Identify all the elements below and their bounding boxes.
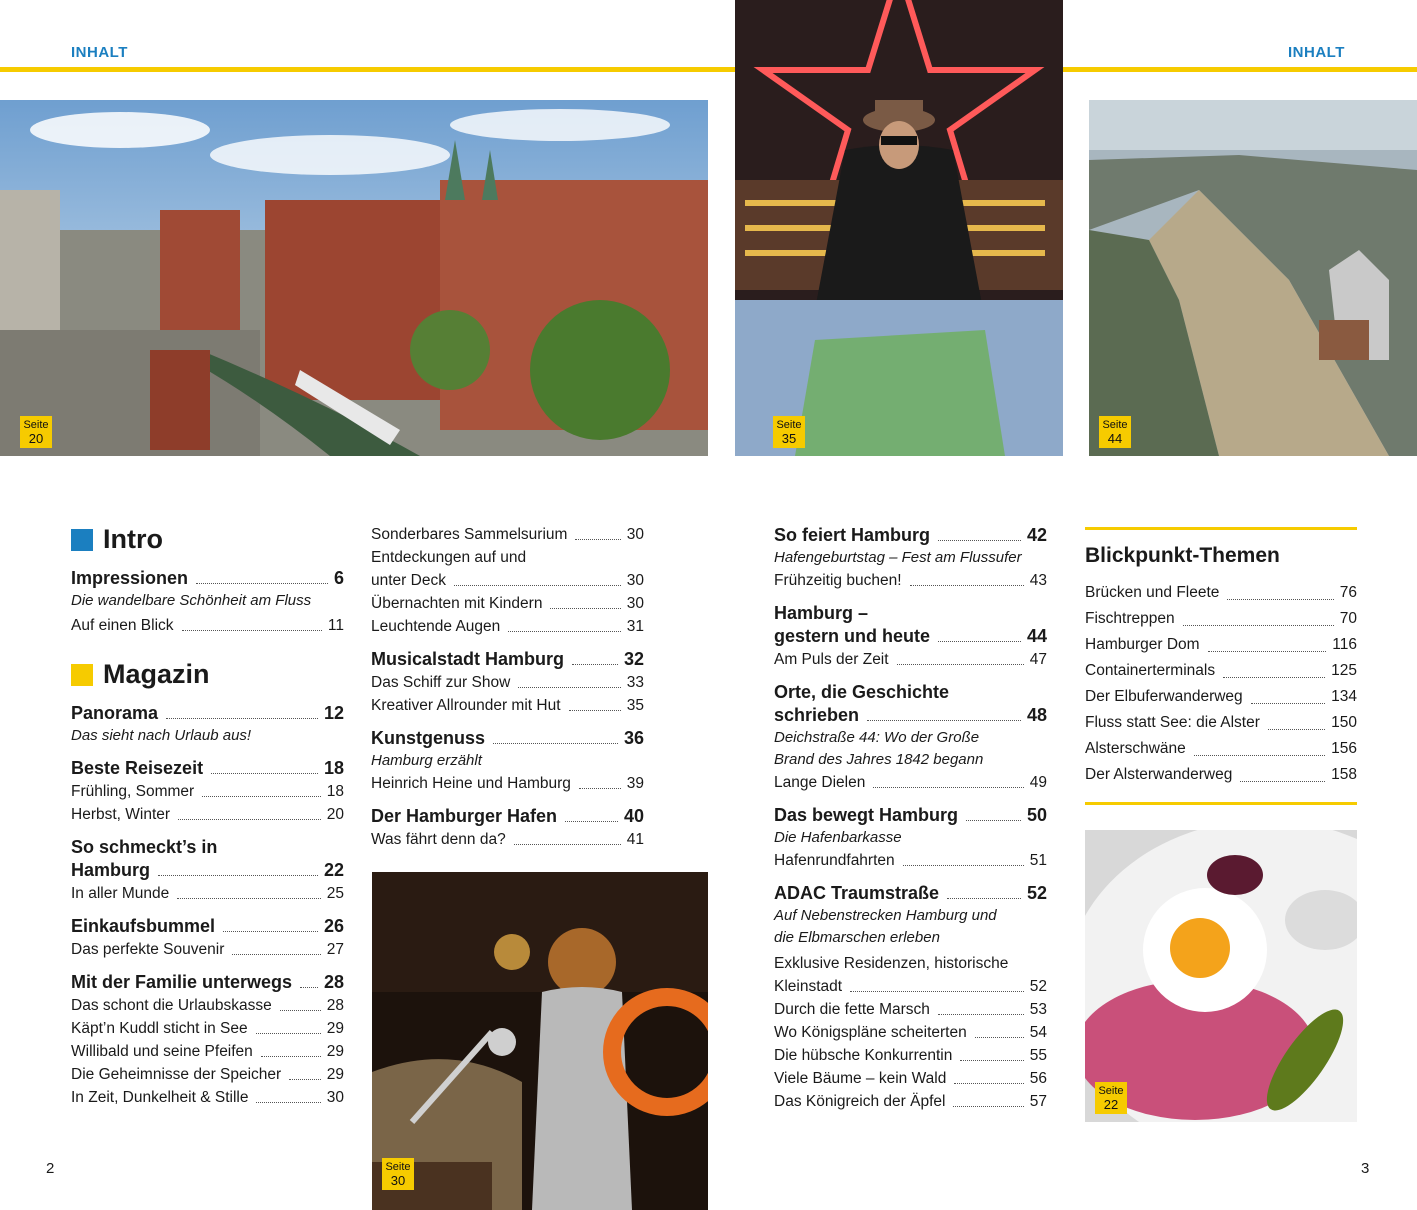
- toc-subtitle: Das sieht nach Urlaub aus!: [71, 727, 252, 744]
- toc-entry[interactable]: gestern und heute 44: [774, 626, 1047, 646]
- page-badge: Seite 20: [20, 416, 52, 448]
- section-marker-yellow: [71, 664, 93, 686]
- toc-entry[interactable]: Musicalstadt Hamburg 32: [371, 649, 644, 669]
- toc-entry[interactable]: Lange Dielen 49: [774, 774, 1047, 791]
- toc-entry[interactable]: Frühling, Sommer 18: [71, 783, 344, 800]
- photo-udo-lindenberg: [735, 0, 1063, 456]
- toc-entry[interactable]: Durch die fette Marsch 53: [774, 1001, 1047, 1018]
- toc-column-3: [774, 524, 1047, 1113]
- toc-entry[interactable]: Panorama 12: [71, 703, 344, 723]
- toc-entry[interactable]: unter Deck 30: [371, 572, 644, 589]
- toc-entry[interactable]: Herbst, Winter 20: [71, 806, 344, 823]
- toc-entry[interactable]: Das Schiff zur Show 33: [371, 674, 644, 691]
- toc-entry[interactable]: Das bewegt Hamburg 50: [774, 805, 1047, 825]
- toc-entry[interactable]: Beste Reisezeit 18: [71, 758, 344, 778]
- toc-entry-title[interactable]: So schmeckt’s in: [71, 837, 218, 857]
- toc-entry[interactable]: Mit der Familie unterwegs 28: [71, 972, 344, 992]
- toc-subtitle: Hafengeburtstag – Fest am Flussufer: [774, 549, 1022, 566]
- toc-subtitle: Die wandelbare Schönheit am Fluss: [71, 592, 312, 609]
- toc-entry[interactable]: Einkaufsbummel 26: [71, 916, 344, 936]
- toc-entry[interactable]: Willibald und seine Pfeifen 29: [71, 1043, 344, 1060]
- page-badge: Seite 22: [1095, 1082, 1127, 1114]
- toc-subtitle: die Elbmarschen erleben: [774, 929, 940, 946]
- toc-entry[interactable]: Sonderbares Sammelsurium 30: [371, 526, 644, 543]
- toc-entry[interactable]: Leuchtende Augen 31: [371, 618, 644, 635]
- toc-entry[interactable]: Wo Königspläne scheiterten 54: [774, 1024, 1047, 1041]
- toc-entry-title[interactable]: Hamburg –: [774, 603, 869, 623]
- toc-entry[interactable]: Das perfekte Souvenir 27: [71, 941, 344, 958]
- toc-entry[interactable]: Heinrich Heine und Hamburg 39: [371, 775, 644, 792]
- toc-subtitle: Brand des Jahres 1842 begann: [774, 751, 984, 768]
- photo-elbe-hafen: [1089, 100, 1417, 456]
- toc-entry[interactable]: Was fährt denn da? 41: [371, 831, 644, 848]
- toc-column-1: [71, 524, 344, 1109]
- toc-entry[interactable]: Kleinstadt 52: [774, 978, 1047, 995]
- blickpunkt-item[interactable]: Der Alsterwanderweg 158: [1085, 766, 1357, 783]
- blickpunkt-box: [1085, 527, 1357, 805]
- toc-entry-title[interactable]: Orte, die Geschichte: [774, 682, 950, 702]
- toc-entry-line[interactable]: Entdeckungen auf und: [371, 549, 527, 566]
- toc-column-2: [371, 523, 644, 851]
- page-badge: Seite 44: [1099, 416, 1131, 448]
- toc-entry[interactable]: Der Hamburger Hafen 40: [371, 806, 644, 826]
- toc-entry[interactable]: Hamburg 22: [71, 860, 344, 880]
- blickpunkt-list: [1085, 580, 1357, 788]
- toc-entry[interactable]: Am Puls der Zeit 47: [774, 651, 1047, 668]
- toc-entry[interactable]: Hafenrundfahrten 51: [774, 852, 1047, 869]
- blickpunkt-item[interactable]: Hamburger Dom 116: [1085, 636, 1357, 653]
- page-number-left: 2: [46, 1160, 55, 1177]
- toc-entry[interactable]: Impressionen 6: [71, 568, 344, 588]
- blickpunkt-item[interactable]: Alsterschwäne 156: [1085, 740, 1357, 757]
- toc-subtitle: Deichstraße 44: Wo der Große: [774, 729, 980, 746]
- toc-entry[interactable]: Kunstgenuss 36: [371, 728, 644, 748]
- toc-entry-line[interactable]: Exklusive Residenzen, historische: [774, 955, 1009, 972]
- photo-taucher: [372, 872, 708, 1210]
- toc-entry[interactable]: Das Königreich der Äpfel 57: [774, 1093, 1047, 1110]
- blickpunkt-item[interactable]: Brücken und Fleete 76: [1085, 584, 1357, 601]
- toc-entry[interactable]: So feiert Hamburg 42: [774, 525, 1047, 545]
- blickpunkt-item[interactable]: Fluss statt See: die Alster 150: [1085, 714, 1357, 731]
- header-rule-left: [0, 67, 736, 72]
- toc-entry[interactable]: Übernachten mit Kindern 30: [371, 595, 644, 612]
- toc-entry[interactable]: ADAC Traumstraße 52: [774, 883, 1047, 903]
- toc-entry[interactable]: In Zeit, Dunkelheit & Stille 30: [71, 1089, 344, 1106]
- toc-subtitle: Hamburg erzählt: [371, 752, 482, 769]
- photo-speicherstadt: [0, 100, 708, 456]
- toc-entry[interactable]: Frühzeitig buchen! 43: [774, 572, 1047, 589]
- toc-entry[interactable]: Die Geheimnisse der Speicher 29: [71, 1066, 344, 1083]
- toc-entry[interactable]: In aller Munde 25: [71, 885, 344, 902]
- page-badge: Seite 30: [382, 1158, 414, 1190]
- toc-entry[interactable]: Das schont die Urlaubskasse 28: [71, 997, 344, 1014]
- blickpunkt-title: Blickpunkt-Themen: [1085, 544, 1280, 567]
- toc-entry[interactable]: schrieben 48: [774, 705, 1047, 725]
- toc-entry[interactable]: Auf einen Blick 11: [71, 617, 344, 634]
- blickpunkt-item[interactable]: Der Elbuferwanderweg 134: [1085, 688, 1357, 705]
- toc-entry[interactable]: Kreativer Allrounder mit Hut 35: [371, 697, 644, 714]
- photo-labskaus: [1085, 830, 1357, 1122]
- toc-subtitle: Die Hafenbarkasse: [774, 829, 902, 846]
- page-number-right: 3: [1361, 1160, 1370, 1177]
- header-rule-right: [1063, 67, 1417, 72]
- section-magazin: Magazin: [103, 659, 210, 689]
- blickpunkt-item[interactable]: Containerterminals 125: [1085, 662, 1357, 679]
- section-intro: Intro: [103, 524, 163, 554]
- section-marker-blue: [71, 529, 93, 551]
- blickpunkt-item[interactable]: Fischtreppen 70: [1085, 610, 1357, 627]
- header-right: INHALT: [1288, 44, 1345, 61]
- header-left: INHALT: [71, 44, 128, 61]
- toc-entry[interactable]: Käpt’n Kuddl sticht in See 29: [71, 1020, 344, 1037]
- divider: [1085, 527, 1357, 530]
- toc-entry[interactable]: Viele Bäume – kein Wald 56: [774, 1070, 1047, 1087]
- page-badge: Seite 35: [773, 416, 805, 448]
- divider: [1085, 802, 1357, 805]
- toc-subtitle: Auf Nebenstrecken Hamburg und: [774, 907, 997, 924]
- toc-entry[interactable]: Die hübsche Konkurrentin 55: [774, 1047, 1047, 1064]
